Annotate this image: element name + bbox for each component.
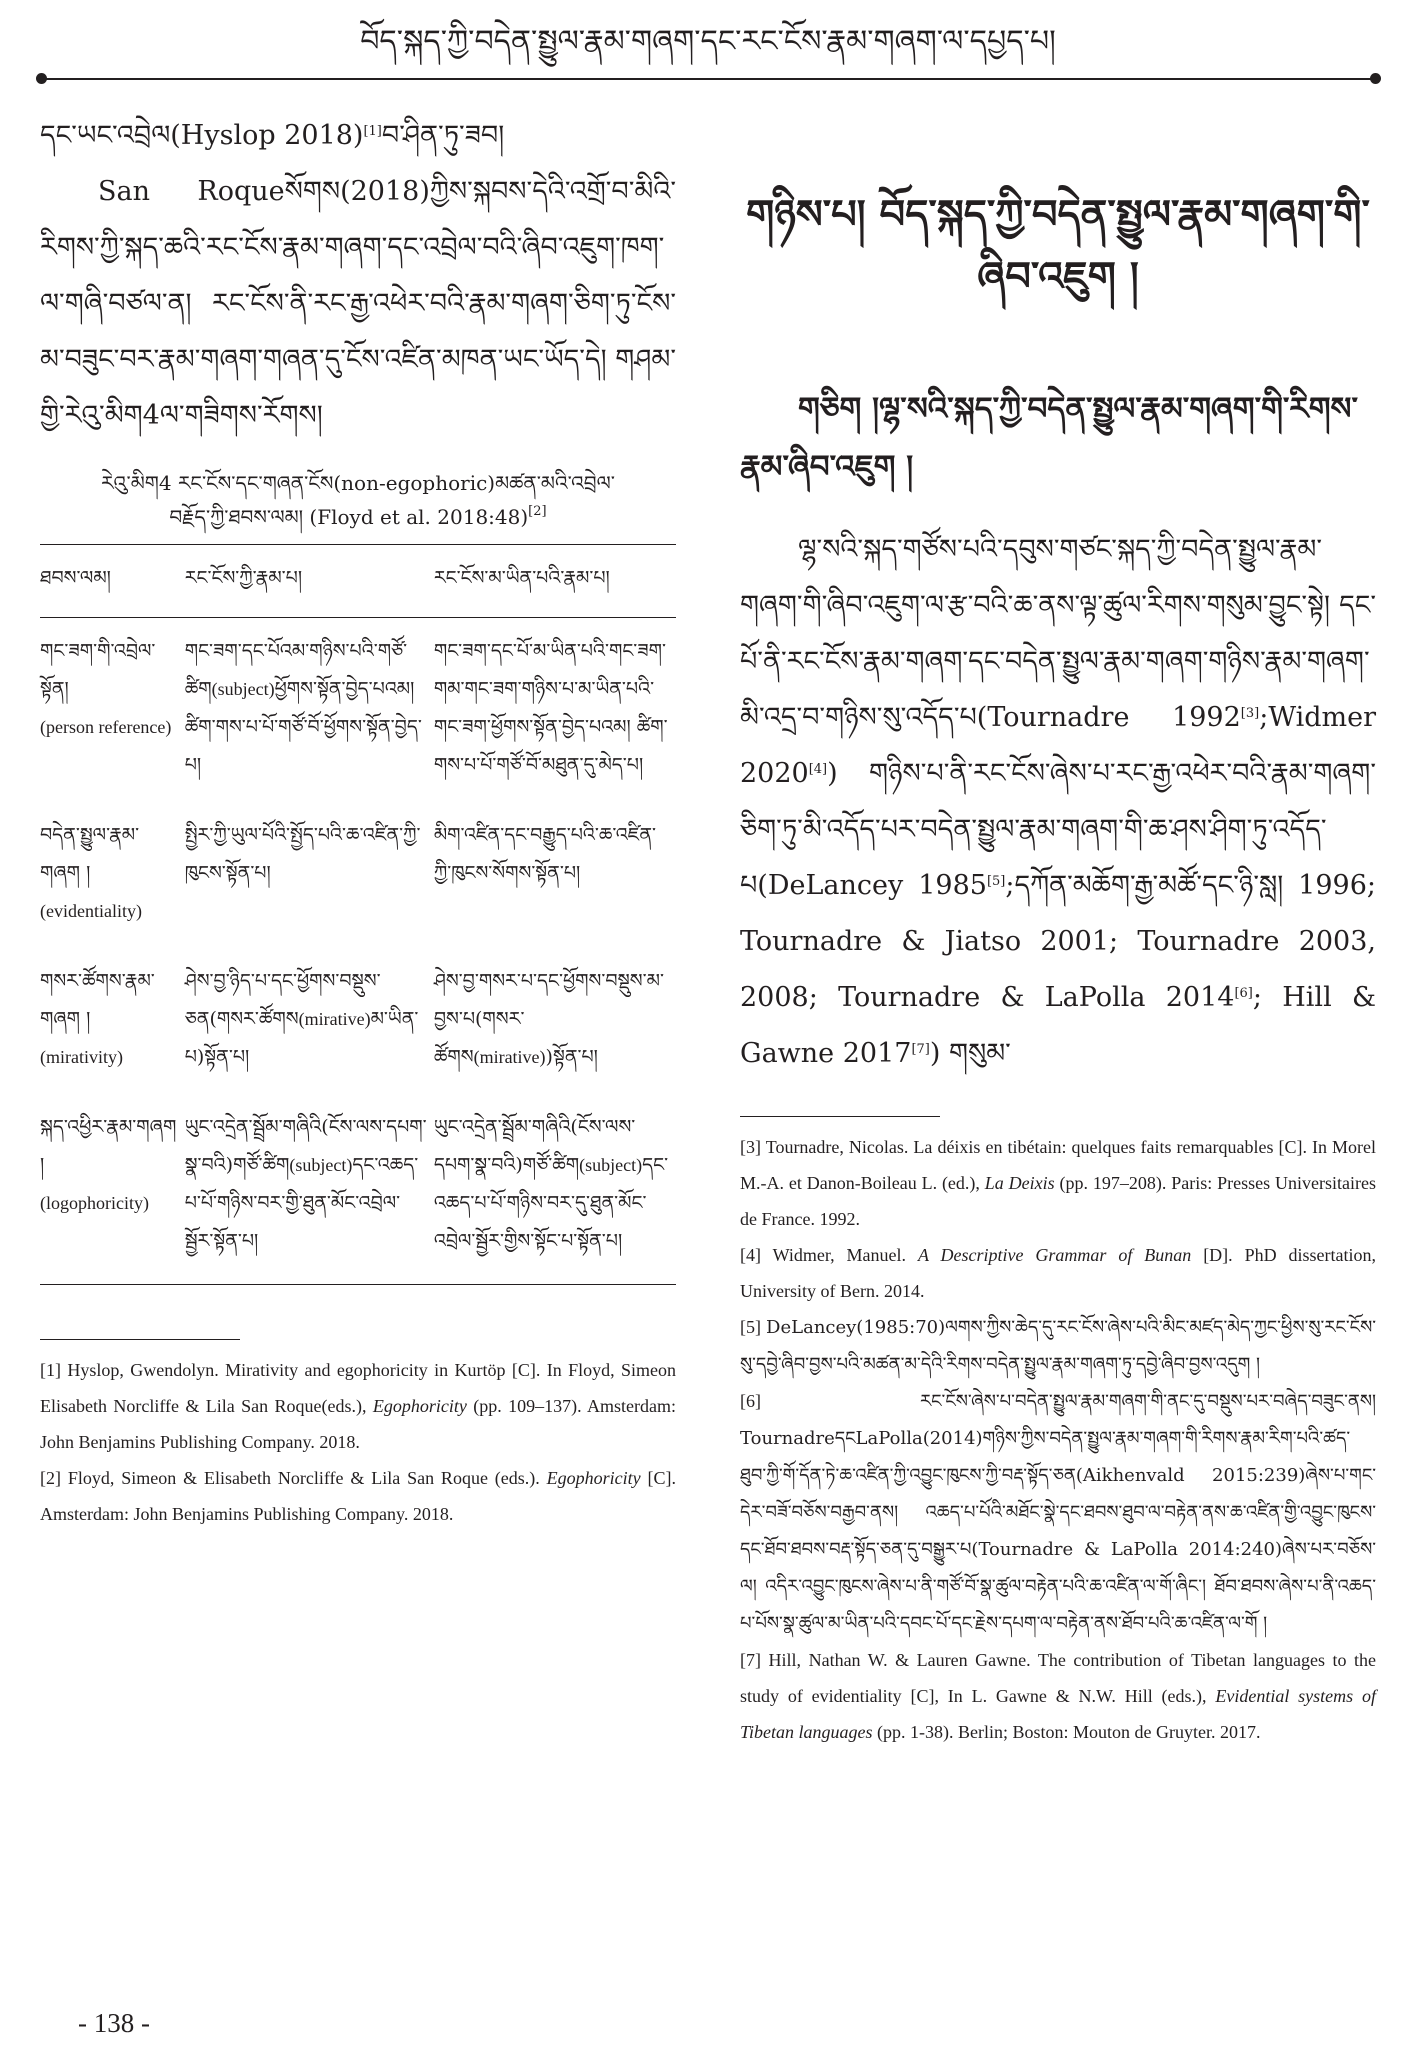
header-rule <box>40 78 1376 80</box>
table-row <box>40 618 676 803</box>
footnote-divider <box>740 1116 940 1117</box>
footnote-1: [1] Hyslop, Gwendolyn. Mirativity and egophoricity in Kurtöp [C]. In Floyd, Simeon Elisabeth Norcliffe & Lila San Roque(eds.), Egophoricity (pp. 109–137). Amsterdam: John Benjamins Publishing Company. 2018. <box>40 1360 677 1452</box>
table-cell: ཡུང་འདྲེན་སྦྲོམ་གཞིའི(ངོས་ལས་དཔག་སྣ་བའི)གཙོ་ཚིག(subject)དང་འཆད་པ་པོ་གཉིས་བར་གྱི་ཐུན་མོང་འབྲེལ་སྦྱོར་སྟོན་པ། <box>185 1094 434 1285</box>
comparison-table <box>40 544 676 1285</box>
table-cell: ཤེས་བྱ་གསར་པ་དང་ཕྱོགས་བསྡུས་མ་བྱས་པ(གསར་ཚོགས(mirative))སྟོན་པ། <box>433 970 664 1068</box>
table-header-cell: རང་ངོས་མ་ཡིན་པའི་རྣམ་པ། <box>434 545 676 618</box>
table-header-cell: རང་ངོས་ཀྱི་རྣམ་པ། <box>185 545 434 618</box>
footnote-ref-7[interactable]: [7] <box>911 1042 930 1057</box>
footnote-5: [5] DeLancey(1985:70)ལགས་ཀྱིས་ཆེད་དུ་རང་ངོས་ཞེས་པའི་མིང་མཛད་མེད་ཀྱང་ཕྱིས་སུ་རང་ངོས་སུ་དབྱེ་ཞིབ་བྱས་པའི་མཚན་མ་དེའི་རིགས་བདེན་སྤྱུལ་རྣམ་གཞག་ཏུ་དབྱེ་ཞིབ་བྱས་འདུག ། <box>740 1317 1376 1375</box>
footnote-6: [6] རང་ངོས་ཞེས་པ་བདེན་སྤྱུལ་རྣམ་གཞག་གི་ནང་དུ་བསྡུས་པར་བཞེད་བཟུང་ནས། TournadreདངLaPolla(2014)གཉིས་ཀྱིས་བདེན་སྤྱུལ་རྣམ་གཞག་གི་རིགས་རྣམ་རིག་པའི་ཚད་ཐུབ་ཀྱི་གོ་དོན་ཏེ་ཆ་འཛིན་ཀྱི་འབྱུང་ཁུངས་ཀྱི་བརྡ་སྟོད་ཅན(Aikhenvald 2015:239)ཞེས་པ་གང་དེར་བཟོ་བཅོས་བརྒྱབ་ནས། འཆད་པ་པོའི་མཐོང་སྣེ་དང་ཐབས་ཐུབ་ལ་བརྟེན་ནས་ཆ་འཛིན་གྱི་འབྱུང་ཁུངས་དང་ཐོབ་ཐབས་བརྡ་སྟོད་ཅན་དུ་བསྒྱུར་པ(Tournadre & LaPolla 2014:240)ཞེས་པར་བཅོས་ལ། འདིར་འབྱུང་ཁུངས་ཞེས་པ་ནི་གཙོ་བོ་སྣ་ཚུལ་བརྟེན་པའི་ཆ་འཛིན་ལ་གོ་ཞིང་། ཐོབ་ཐབས་ཞེས་པ་ནི་འཆད་པ་པོས་སྣ་ཚུལ་མ་ཡིན་པའི་དབང་པོ་དང་རྗེས་དཔག་ལ་བརྟེན་ནས་ཐོབ་པའི་ཆ་འཛིན་ལ་གོ ། <box>740 1391 1376 1634</box>
page-number: - 138 - <box>78 2008 150 2038</box>
left-column <box>40 108 676 1532</box>
table-caption: རེའུ་མིག4 རང་ངོས་དང་གཞན་ངོས(non-egophoric)མཚན་མའི་འབྲེལ་ བརྗོད་ཀྱི་ཐབས་ལམ། (Floyd et al. 2018:48)[2] <box>101 471 615 529</box>
footnote-divider <box>40 1339 240 1340</box>
footnote-3: [3] Tournadre, Nicolas. La déixis en tibétain: quelques faits remarquables [C]. In Morel M.-A. et Danon-Boileau L. (ed.), La Deixis (pp. 197–208). Paris: Presses Universitaires de France. 1992. <box>740 1137 1376 1229</box>
table-header-row <box>40 545 676 618</box>
table-row <box>40 1094 676 1285</box>
table-cell: སྤྱིར་ཀྱི་ཡུལ་པོའི་སྤྱོད་པའི་ཆ་འཛིན་ཀྱི་ཁུངས་སྟོན་པ། <box>184 824 421 884</box>
table-cell: གསར་ཚོགས་རྣམ་གཞག ། (mirativity) <box>40 970 155 1067</box>
footnote-4: [4] Widmer, Manuel. A Descriptive Grammar of Bunan [D]. PhD dissertation, University of Bern. 2014. <box>740 1245 1376 1301</box>
subsection-heading: གཅིག །ལྷ་སའི་སྐད་ཀྱི་བདེན་སྤྱུལ་རྣམ་གཞག་གི་རིགས་རྣམ་ཞིབ་འཇུག ། <box>740 391 1358 485</box>
table-cell: མིག་འཛིན་དང་བརྒྱུད་པའི་ཆ་འཛིན་ཀྱི་ཁུངས་སོགས་སྟོན་པ། <box>433 824 657 884</box>
footnote-2: [2] Floyd, Simeon & Elisabeth Norcliffe & Lila San Roque (eds.). Egophoricity [C]. Amsterdam: John Benjamins Publishing Company. 2018. <box>40 1468 677 1524</box>
table-cell: ཤེས་བྱ་ཉིད་པ་དང་ཕྱོགས་བསྡུས་ཅན(གསར་ཚོགས(mirative)མ་ཡིན་པ)སྟོན་པ། <box>184 970 419 1068</box>
body-paragraph-left: San Roqueསོགས(2018)ཀྱིས་སྐབས་དེའི་འགྲོ་བ་མིའི་རིགས་ཀྱི་སྐད་ཆའི་རང་ངོས་རྣམ་གཞག་དང་འབྲེལ་བའི་ཞིབ་འཇུག་ཁག་ལ་གཞི་བཙལ་ན། རང་ངོས་ནི་རང་རྒྱ་འཕེར་བའི་རྣམ་གཞག་ཅིག་ཏུ་ངོས་མ་བཟུང་བར་རྣམ་གཞག་གཞན་དུ་ངོས་འཛིན་མཁན་ཡང་ཡོད་དེ། གཤམ་གྱི་རེའུ་མིག4ལ་གཟིགས་རོགས། <box>40 176 676 431</box>
table-row <box>40 802 676 948</box>
footnote-ref-6[interactable]: [6] <box>1234 986 1253 1001</box>
table-header-cell: ཐབས་ལམ། <box>40 545 185 618</box>
footnote-7: [7] Hill, Nathan W. & Lauren Gawne. The contribution of Tibetan languages to the study of evidentiality [C], In L. Gawne & N.W. Hill (eds.), Evidential systems of Tibetan languages (pp. 1-38). Berlin; Boston: Mouton de Gruyter. 2017. <box>740 1650 1377 1742</box>
section-heading: གཉིས་པ། བོད་སྐད་ཀྱི་བདེན་སྤྱུལ་རྣམ་གཞག་གི་ཞིབ་འཇུག ། <box>746 191 1370 300</box>
table-cell: གང་ཟག་དང་པོ་མ་ཡིན་པའི་གང་ཟག་གམ་གང་ཟག་གཉིས་པ་མ་ཡིན་པའི་གང་ཟག་ཕྱོགས་སྟོན་བྱེད་པའམ། ཚིག་གས་པ་པོ་གཙོ་བོ་མཐུན་དུ་མེད་པ། <box>433 640 668 776</box>
table-cell: སྐད་འཕྱིར་རྣམ་གཞག ། (logophoricity) <box>40 1094 185 1285</box>
table-cell: གང་ཟག་དང་པོའམ་གཉིས་པའི་གཙོ་ཚིག(subject)ཕྱོགས་སྟོན་བྱེད་པའམ། ཚིག་གས་པ་པོ་གཙོ་བོ་ཕྱོགས་སྟོན་བྱེད་པ། <box>184 640 422 776</box>
footnote-ref-1[interactable]: [1] <box>363 124 382 139</box>
intro-line: དང་ཡང་འབྲེལ(Hyslop 2018)[1]བ་ཤིན་ཏུ་ཟབ། <box>40 120 505 151</box>
table-cell: བདེན་སྤྱུལ་རྣམ་གཞག ། (evidentiality) <box>40 824 142 921</box>
right-column <box>740 108 1376 1750</box>
running-header: བོད་སྐད་ཀྱི་བདེན་སྤྱུལ་རྣམ་གཞག་དང་རང་ངོས་རྣམ་གཞག་ལ་དཔྱད་པ། <box>360 24 1056 59</box>
footnote-ref-3[interactable]: [3] <box>1240 706 1260 721</box>
body-paragraph-right: ལྷ་སའི་སྐད་གཙོས་པའི་དབུས་གཙང་སྐད་ཀྱི་བདེན་སྤྱུལ་རྣམ་གཞག་གི་ཞིབ་འཇུག་ལ་རྩ་བའི་ཆ་ནས་ལྟ་ཚུལ་རིགས་གསུམ་བྱུང་སྟེ། དང་པོ་ནི་རང་ངོས་རྣམ་གཞག་དང་བདེན་སྤྱུལ་རྣམ་གཞག་གཉིས་རྣམ་གཞག་མི་འདྲ་བ་གཉིས་སུ་འདོད་པ(Tournadre 1992[3];Widmer 2020[4]) གཉིས་པ་ནི་རང་ངོས་ཞེས་པ་རང་རྒྱ་འཕེར་བའི་རྣམ་གཞག་ཅིག་ཏུ་མི་འདོད་པར་བདེན་སྤྱུལ་རྣམ་གཞག་གི་ཆ་ཤས་ཤིག་ཏུ་འདོད་པ(DeLancey 1985[5];དཀོན་མཆོག་རྒྱ་མཚོ་དང་ཉི་སླ། 1996; Tournadre & Jiatso 2001; Tournadre 2003, 2008; Tournadre & LaPolla 2014[6]; Hill & Gawne 2017[7]) གསུམ་ <box>740 534 1377 1069</box>
footnote-ref-4[interactable]: [4] <box>808 762 828 777</box>
header-rule-dot-right <box>1370 73 1381 84</box>
table-cell: ཡུང་འདྲེན་སྦྲོམ་གཞིའི(ངོས་ལས་དཔག་སྣ་བའི)གཙོ་ཚིག(subject)དང་འཆད་པ་པོ་གཉིས་བར་དུ་ཐུན་མོང་འབྲེལ་སྦྱོར་གྱིས་སྟོང་པ་སྟོན་པ། <box>434 1094 676 1285</box>
footnote-ref-5[interactable]: [5] <box>986 874 1006 889</box>
footnote-ref-2[interactable]: [2] <box>528 504 547 519</box>
table-row <box>40 948 676 1094</box>
table-cell: གང་ཟག་གི་འབྲེལ་སྟོན། (person reference) <box>40 640 172 737</box>
